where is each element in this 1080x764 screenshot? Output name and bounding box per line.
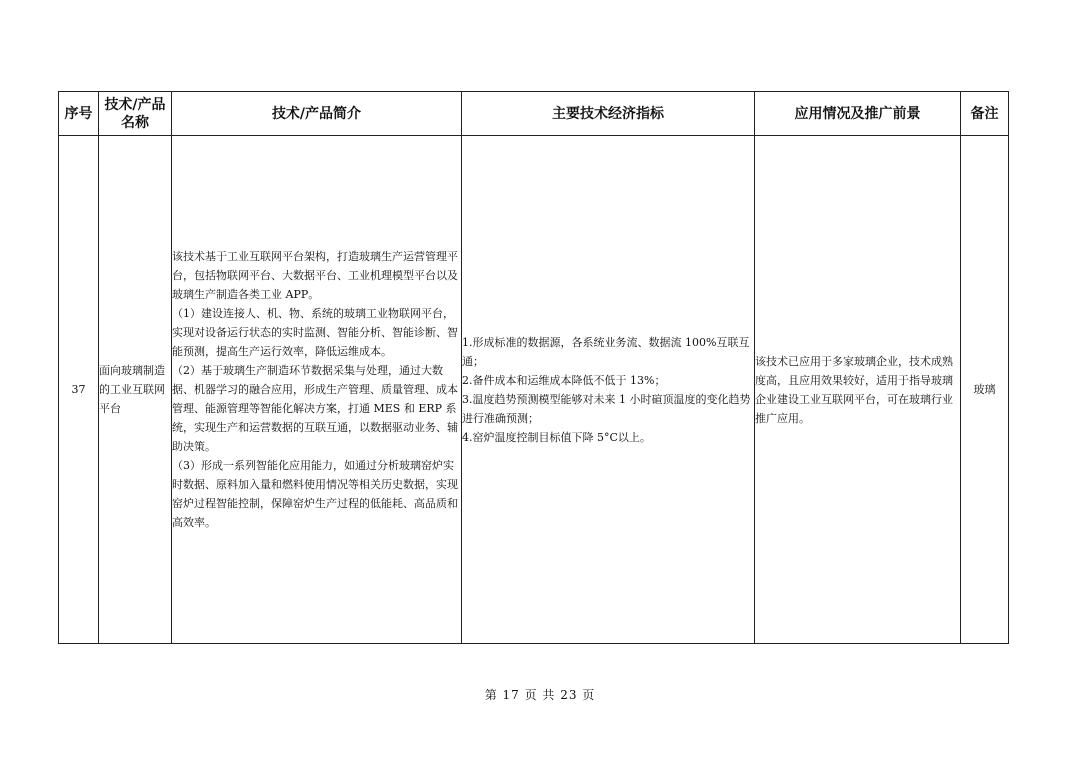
table-header-row: [59, 92, 1009, 136]
cell-remark: 玻璃: [961, 136, 1009, 644]
intro-paragraph: （1）建设连接人、机、物、系统的玻璃工业物联网平台，实现对设备运行状态的实时监测、智能分析、智能诊断、智能预测，提高生产运行效率，降低运维成本。: [172, 307, 458, 358]
indicator-item: 1.形成标准的数据源，各系统业务流、数据流 100%互联互通；: [462, 335, 750, 368]
indicator-item: 3.温度趋势预测模型能够对未来 1 小时碹顶温度的变化趋势进行准确预测；: [462, 392, 751, 425]
header-seq: 序号: [59, 92, 99, 136]
intro-paragraph: （3）形成一系列智能化应用能力，如通过分析玻璃窑炉实时数据、原料加入量和燃料使用情况等相关历史数据，实现窑炉过程智能控制，保障窑炉生产过程的低能耗、高品质和高效率。: [172, 459, 458, 529]
indicator-item: 2.备件成本和运维成本降低不低于 13%；: [462, 373, 666, 387]
header-name-line1: 技术/产品: [104, 96, 166, 113]
table-row: [59, 136, 1009, 644]
cell-application: 该技术已应用于多家玻璃企业，技术成熟度高，且应用效果较好，适用于指导玻璃企业建设工业互联网平台，可在玻璃行业推广应用。: [755, 136, 961, 644]
intro-paragraph: 该技术基于工业互联网平台架构，打造玻璃生产运营管理平台，包括物联网平台、大数据平台、工业机理模型平台以及玻璃生产制造各类工业 APP。: [172, 250, 458, 301]
header-name: [99, 92, 172, 136]
intro-paragraph: （2）基于玻璃生产制造环节数据采集与处理，通过大数据、机器学习的融合应用，形成生产管理、质量管理、成本管理、能源管理等智能化解决方案，打通 MES 和 ERP 系统，实现生产和运营数据的互联互通，以数据驱动业务、辅助决策。: [172, 364, 458, 453]
page-number: 第 17 页 共 23 页: [484, 688, 596, 702]
cell-intro: [172, 136, 462, 644]
header-remark: 备注: [961, 92, 1009, 136]
cell-name: 面向玻璃制造的工业互联网平台: [99, 136, 172, 644]
technology-table: [58, 91, 1009, 644]
header-intro: 技术/产品简介: [172, 92, 462, 136]
indicator-item: 4.窑炉温度控制目标值下降 5°C以上。: [462, 430, 651, 444]
cell-seq: 37: [59, 136, 99, 644]
header-application: 应用情况及推广前景: [755, 92, 961, 136]
header-name-line2: 名称: [121, 114, 149, 131]
header-indicators: 主要技术经济指标: [462, 92, 755, 136]
cell-indicators: [462, 136, 755, 644]
